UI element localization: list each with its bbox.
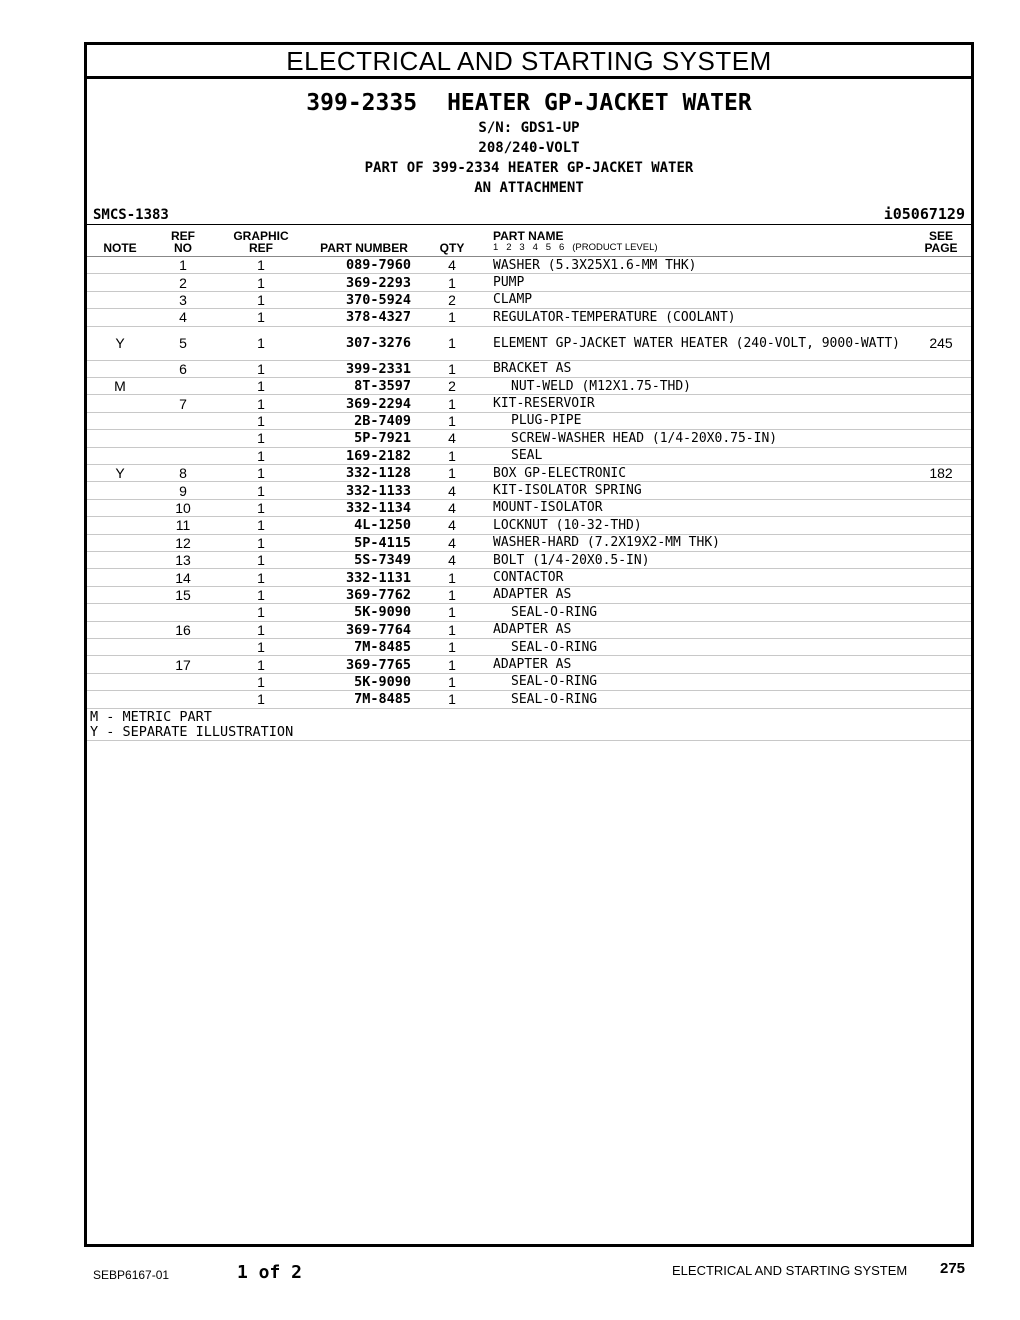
page-of: 1 of 2 [237,1262,303,1283]
see-page-cell [919,535,963,551]
part-number-cell: 370-5924 [345,291,411,308]
qty-cell: 2 [448,291,456,308]
col-graphic-header-top: GRAPHIC [233,229,289,243]
ref-no-cell: 15 [175,586,191,603]
table-row [87,517,971,534]
qty-cell: 4 [448,257,456,274]
graphic-ref-cell: 1 [257,604,265,621]
part-name-cell: MOUNT-ISOLATOR [493,500,603,516]
see-page-cell [919,448,963,464]
group-title [87,90,971,116]
part-number-cell: 5S-7349 [354,552,411,569]
note-cell [102,309,138,325]
see-page-cell [919,569,963,585]
graphic-ref-cell: 1 [257,430,265,447]
part-number-cell: 5K-9090 [354,673,411,690]
note-cell [102,257,138,273]
note-cell [102,395,138,411]
part-number-cell: 5K-9090 [354,604,411,621]
part-number-cell: 5P-7921 [354,430,411,447]
qty-cell: 1 [448,569,456,586]
graphic-ref-cell: 1 [257,569,265,586]
note-cell [102,569,138,585]
qty-cell: 4 [448,482,456,499]
part-name-cell: BRACKET AS [493,361,572,377]
illustration-id: i05067129 [883,205,965,223]
table-row [87,430,971,447]
part-number-cell: 332-1131 [345,569,411,586]
smcs-code: SMCS-1383 [93,207,169,223]
see-page-cell [919,674,963,690]
ref-no-cell: 6 [179,360,187,377]
note-cell: Y [115,465,125,482]
part-number-cell: 7M-8485 [354,639,411,656]
part-number-cell: 378-4327 [345,309,411,326]
part-name-cell: SEAL [511,448,543,464]
part-number-cell: 332-1134 [345,499,411,516]
ref-no-cell [167,639,199,655]
note-cell [102,639,138,655]
graphic-ref-cell: 1 [257,656,265,673]
table-row [87,413,971,430]
graphic-ref-cell: 1 [257,534,265,551]
graphic-ref-cell: 1 [257,482,265,499]
legend-separate-illustration: Y - SEPARATE ILLUSTRATION [90,723,294,740]
header-rule-top [87,224,971,225]
ref-no-cell [167,674,199,690]
see-page-cell [919,622,963,638]
legend-rule [87,740,971,741]
table-row [87,622,971,639]
table-row [87,569,971,586]
qty-cell: 4 [448,534,456,551]
note-cell [102,430,138,446]
ref-no-cell: 11 [175,517,191,534]
part-number-cell: 332-1128 [345,465,411,482]
table-row [87,604,971,621]
qty-cell: 1 [448,691,456,708]
table-row [87,395,971,412]
see-page-cell [919,292,963,308]
part-name-cell: ADAPTER AS [493,657,572,673]
col-see-header-bottom: PAGE [924,241,958,255]
col-ref-header-top: REF [171,229,195,243]
ref-no-cell [167,604,199,620]
qty-cell: 1 [448,604,456,621]
graphic-ref-cell: 1 [257,517,265,534]
attachment-note: AN ATTACHMENT [474,180,584,196]
graphic-ref-cell: 1 [257,257,265,274]
part-name-cell: BOLT (1/4-20X0.5-IN) [493,552,650,568]
qty-cell: 1 [448,274,456,291]
see-page-cell [919,552,963,568]
qty-cell: 1 [448,656,456,673]
note-cell [102,622,138,638]
col-part-number-header: PART NUMBER [320,241,408,255]
part-name-cell: PLUG-PIPE [511,413,582,429]
ref-no-cell: 3 [179,291,187,308]
qty-cell: 1 [448,621,456,638]
note-cell [102,587,138,603]
see-page-cell [919,587,963,603]
part-name-cell: LOCKNUT (10-32-THD) [493,517,642,533]
qty-cell: 1 [448,360,456,377]
part-name-cell: SCREW-WASHER HEAD (1/4-20X0.75-IN) [511,430,778,446]
graphic-ref-cell: 1 [257,673,265,690]
graphic-ref-cell: 1 [257,499,265,516]
note-cell [102,361,138,377]
qty-cell: 4 [448,430,456,447]
qty-cell: 4 [448,517,456,534]
part-number-cell: 2B-7409 [354,412,411,429]
table-row [87,292,971,309]
qty-cell: 4 [448,499,456,516]
page-frame [84,42,974,1247]
see-page-cell [919,517,963,533]
col-ref-header-bottom: NO [174,241,192,255]
table-row [87,378,971,395]
qty-cell: 1 [448,335,456,352]
part-number-cell: 4L-1250 [354,517,411,534]
qty-cell: 1 [448,395,456,412]
ref-no-cell: 16 [175,621,191,638]
col-graphic-header-bottom: REF [249,241,273,255]
see-page-cell [919,361,963,377]
graphic-ref-cell: 1 [257,360,265,377]
table-row [87,656,971,673]
part-name-cell: ADAPTER AS [493,622,572,638]
serial-number: S/N: GDS1-UP [478,120,580,136]
part-number-cell: 369-7762 [345,586,411,603]
col-see-header-top: SEE [928,229,953,243]
page-number: 275 [940,1260,966,1277]
part-number-cell: 5P-4115 [354,534,411,551]
graphic-ref-cell: 1 [257,412,265,429]
part-number-cell: 089-7960 [345,257,411,274]
col-part-name-header: PART NAME [493,229,564,243]
voltage: 208/240-VOLT [478,140,580,156]
part-name-cell: ADAPTER AS [493,587,572,603]
see-page-cell [919,656,963,672]
footer-section: ELECTRICAL AND STARTING SYSTEM [672,1263,908,1278]
table-row [87,327,971,361]
ref-no-cell [167,430,199,446]
ref-no-cell [167,413,199,429]
graphic-ref-cell: 1 [257,586,265,603]
group-number: 399-2335 [306,90,418,116]
table-row [87,587,971,604]
note-cell [102,674,138,690]
product-level-header: 1 2 3 4 5 6 (PRODUCT LEVEL) [493,242,658,253]
part-number-cell: 7M-8485 [354,691,411,708]
graphic-ref-cell: 1 [257,621,265,638]
note-cell [102,292,138,308]
note-cell: M [114,378,126,395]
note-cell [102,482,138,498]
qty-cell: 1 [448,673,456,690]
part-number-cell: 332-1133 [345,482,411,499]
graphic-ref-cell: 1 [257,447,265,464]
ref-no-cell [167,378,199,394]
note-cell [102,691,138,707]
see-page-cell [919,395,963,411]
part-number-cell: 369-2293 [345,274,411,291]
part-name-cell: SEAL-O-RING [511,691,598,707]
part-name-cell: SEAL-O-RING [511,674,598,690]
see-page-cell [919,257,963,273]
table-row [87,361,971,378]
ref-no-cell: 17 [175,656,191,673]
graphic-ref-cell: 1 [257,552,265,569]
part-of: PART OF 399-2334 HEATER GP-JACKET WATER [364,160,694,176]
note-cell [102,604,138,620]
ref-no-cell: 7 [179,395,187,412]
document-id: SEBP6167-01 [93,1268,170,1282]
ref-no-cell: 14 [175,569,191,586]
note-cell [102,500,138,516]
qty-cell: 1 [448,465,456,482]
part-number-cell: 399-2331 [345,360,411,377]
note-cell [102,413,138,429]
table-row [87,448,971,465]
table-row [87,482,971,499]
part-name-cell: ELEMENT GP-JACKET WATER HEATER (240-VOLT, 9000-WATT) [493,335,900,351]
part-name-cell: SEAL-O-RING [511,639,598,655]
part-number-cell: 369-7764 [345,621,411,638]
table-row [87,274,971,291]
ref-no-cell [167,448,199,464]
see-page-cell: 182 [929,465,953,482]
ref-no-cell [167,691,199,707]
qty-cell: 1 [448,412,456,429]
part-number-cell: 169-2182 [345,447,411,464]
ref-no-cell: 4 [179,309,187,326]
group-name: HEATER GP-JACKET WATER [447,90,752,116]
ref-no-cell: 1 [179,257,187,274]
qty-cell: 1 [448,309,456,326]
see-page-cell [919,413,963,429]
qty-cell: 1 [448,447,456,464]
note-cell [102,517,138,533]
legend-metric: M - METRIC PART [90,708,212,725]
see-page-cell [919,604,963,620]
ref-no-cell: 8 [179,465,187,482]
ref-no-cell: 10 [175,499,191,516]
part-number-cell: 8T-3597 [354,378,411,395]
table-row [87,535,971,552]
graphic-ref-cell: 1 [257,274,265,291]
part-number-cell: 369-7765 [345,656,411,673]
table-row [87,674,971,691]
see-page-cell [919,482,963,498]
ref-no-cell: 12 [175,534,191,551]
part-name-cell: KIT-ISOLATOR SPRING [493,483,642,499]
table-row [87,309,971,326]
part-name-cell: WASHER (5.3X25X1.6-MM THK) [493,257,697,273]
part-name-cell: BOX GP-ELECTRONIC [493,465,627,481]
see-page-cell: 245 [929,335,953,352]
graphic-ref-cell: 1 [257,335,265,352]
note-cell: Y [115,335,125,352]
graphic-ref-cell: 1 [257,378,265,395]
see-page-cell [919,500,963,516]
qty-cell: 1 [448,586,456,603]
part-number-cell: 369-2294 [345,395,411,412]
note-cell [102,274,138,290]
ref-no-cell: 5 [179,335,187,352]
col-qty-header: QTY [439,241,465,255]
table-row [87,691,971,708]
graphic-ref-cell: 1 [257,291,265,308]
see-page-cell [919,309,963,325]
part-name-cell: CONTACTOR [493,570,564,586]
see-page-cell [919,691,963,707]
part-name-cell: SEAL-O-RING [511,604,598,620]
see-page-cell [919,274,963,290]
table-row [87,257,971,274]
note-cell [102,552,138,568]
ref-no-cell: 13 [175,552,191,569]
note-cell [102,656,138,672]
part-name-cell: WASHER-HARD (7.2X19X2-MM THK) [493,535,720,551]
table-row [87,465,971,482]
qty-cell: 4 [448,552,456,569]
see-page-cell [919,639,963,655]
part-name-cell: PUMP [493,275,525,291]
see-page-cell [919,430,963,446]
qty-cell: 2 [448,378,456,395]
part-name-cell: REGULATOR-TEMPERATURE (COOLANT) [493,309,736,325]
col-note-header: NOTE [103,241,137,255]
table-row [87,639,971,656]
part-name-cell: CLAMP [493,292,533,308]
table-row [87,552,971,569]
graphic-ref-cell: 1 [257,309,265,326]
ref-no-cell: 9 [179,482,187,499]
graphic-ref-cell: 1 [257,395,265,412]
see-page-cell [919,378,963,394]
graphic-ref-cell: 1 [257,465,265,482]
note-cell [102,535,138,551]
section-title: ELECTRICAL AND STARTING SYSTEM [87,45,971,79]
graphic-ref-cell: 1 [257,639,265,656]
table-row [87,500,971,517]
part-name-cell: NUT-WELD (M12X1.75-THD) [511,378,692,394]
note-cell [102,448,138,464]
qty-cell: 1 [448,639,456,656]
graphic-ref-cell: 1 [257,691,265,708]
ref-no-cell: 2 [179,274,187,291]
part-name-cell: KIT-RESERVOIR [493,396,595,412]
part-number-cell: 307-3276 [345,335,411,352]
